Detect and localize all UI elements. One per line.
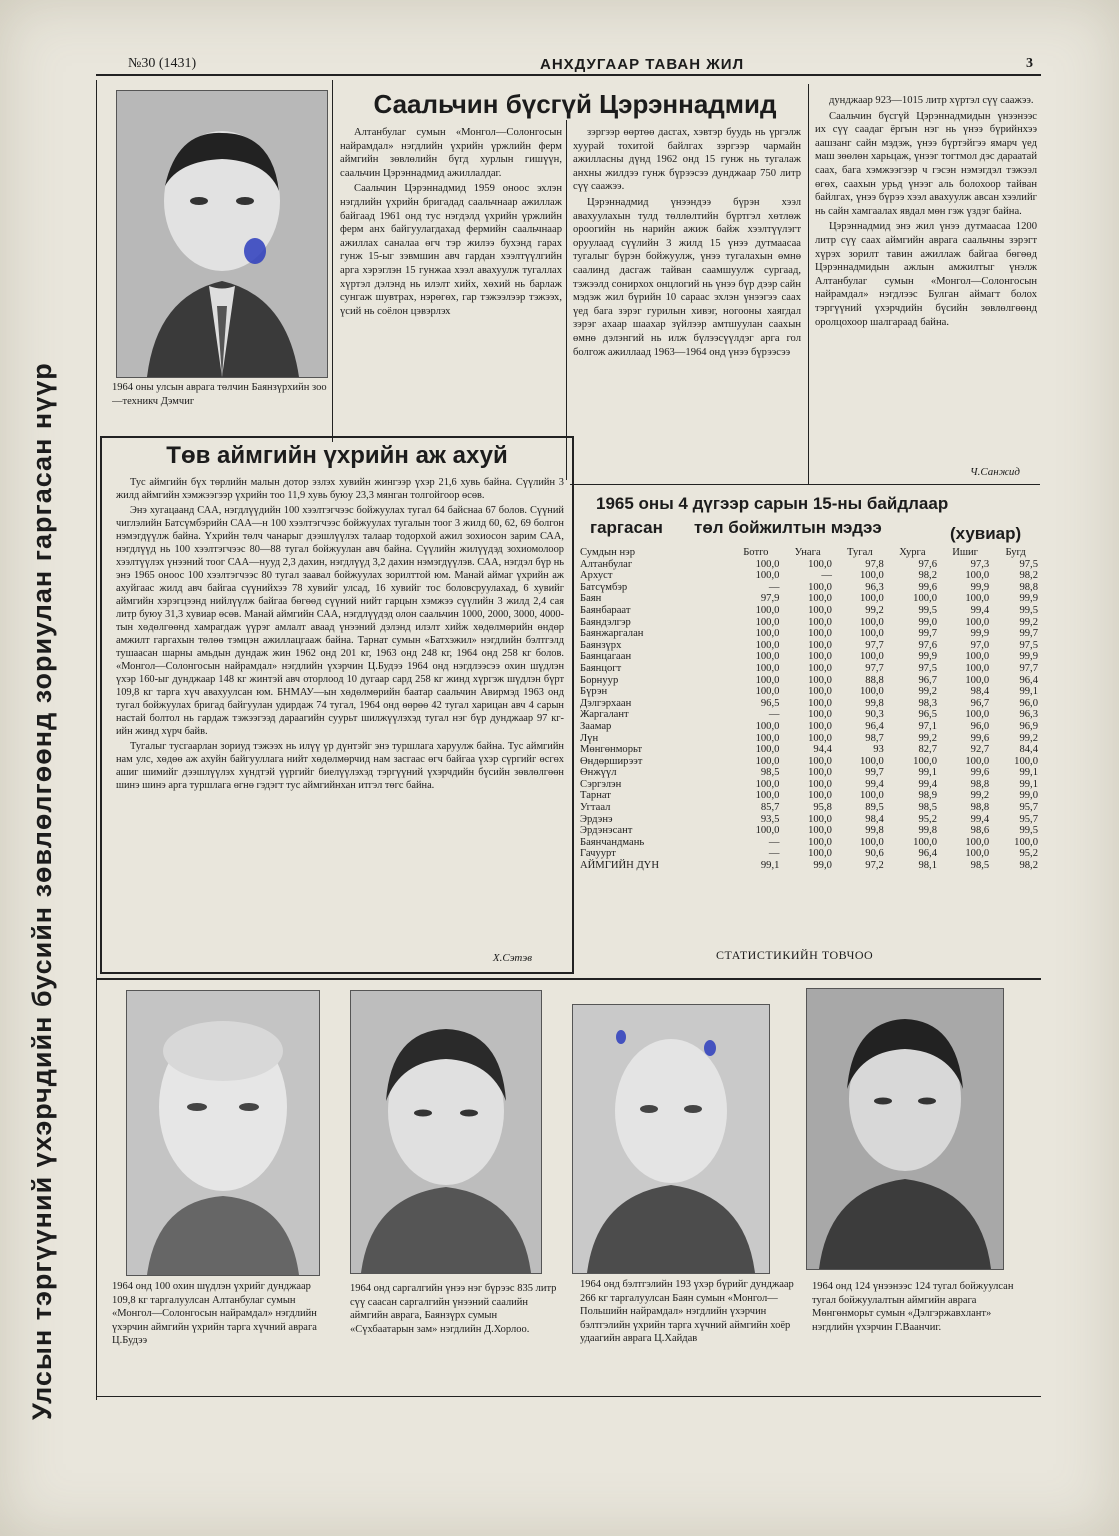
masthead: АНХДУГААР ТАВАН ЖИЛ <box>540 56 745 73</box>
table-cell-value: 85,7 <box>760 802 780 814</box>
table-cell-value: 98,8 <box>1019 581 1038 593</box>
table-cell-value: 100,0 <box>860 686 884 698</box>
article2-body <box>116 476 564 928</box>
table-cell-value: 100,0 <box>860 836 884 848</box>
table-cell-value: 100,0 <box>1014 836 1038 848</box>
table-cell-value: 96,7 <box>918 674 937 686</box>
table-cell-value: 100,0 <box>755 639 780 651</box>
table-row <box>578 686 1040 698</box>
table-cell-value: 96,0 <box>970 720 990 732</box>
article1-c3-p2: Саальчин бүсгүй Цэрэннадмидын үнээнээс их сүү саадаг ёргын нэг нь үнээ бүрийнхээ аашзанг сайн мэдэж, үнээ бүртэйгээ ямарч үед маш зөөлөн харьцаж, үнээг тогтмол дэс дараатай саах, бага хэмжээгээр ч гэсэн нэмэгдэл тэжээл өгөх, саахын урьд үнээг аль болохоор тайван байлгах, үнээ бүрээ хээл авахуулж авсан хээлийг нь сайн хамгаалах явдал мөн гэж үздэг байна. <box>815 110 1037 217</box>
table-cell-value: 100,0 <box>755 674 780 686</box>
table-cell-value: 82,7 <box>918 744 937 756</box>
table-cell-value: 99,8 <box>865 825 884 837</box>
table-cell-value: — <box>768 581 780 593</box>
table-title-b: төл бойжилтын мэдээ <box>694 518 882 537</box>
table-cell-value: 100,0 <box>808 767 832 779</box>
table-cell-value: 100,0 <box>965 709 990 721</box>
table-cell-value: 100,0 <box>755 651 780 663</box>
table-cell-value: 100,0 <box>860 616 884 628</box>
table-cell-value: 95,7 <box>1019 802 1038 814</box>
table-row <box>578 651 1040 663</box>
article2-p1: Тус аймгийн бүх төрлийн малын дотор эзлэх хувийн жингээр үхэр 21,6 хувь байна. Сүүлийн 3 жилд аймгийн хэмжээгээр үхрийн тоо 11,9 хувь буюу 23,3 мянган толгойгоор өсөв. <box>116 477 564 501</box>
table-row <box>578 860 1040 872</box>
table-row <box>578 802 1040 814</box>
table-cell-value: 100,0 <box>808 720 832 732</box>
table-cell-value: 99,9 <box>970 628 990 640</box>
table-cell-value: 100,0 <box>808 593 832 605</box>
article2-title: Төв аймгийн үхрийн аж ахуй <box>166 442 508 469</box>
table-cell-district: Эрдэнэ <box>580 813 613 825</box>
table-cell-district: Заамар <box>580 720 612 732</box>
table-cell-value: 98,8 <box>970 802 990 814</box>
table-cell-district: Эрдэнэсант <box>580 825 633 837</box>
table-row <box>578 733 1040 745</box>
table-cell-value: 97,8 <box>865 558 884 570</box>
table-cell-value: 97,6 <box>918 639 937 651</box>
table-cell-value: 90,6 <box>865 848 884 860</box>
table-row <box>578 744 1040 756</box>
article1-byline: Ч.Санжид <box>970 466 1020 478</box>
table-cell-value: 96,5 <box>760 697 780 709</box>
table-cell-value: 99,6 <box>970 732 990 744</box>
table-row <box>578 709 1040 721</box>
table-cell-value: 100,0 <box>755 825 780 837</box>
table-cell-value: 99,8 <box>865 697 884 709</box>
table-cell-value: 100,0 <box>913 755 937 767</box>
stats-table <box>578 547 1040 872</box>
table-cell-value: 98,4 <box>970 686 990 698</box>
table-cell-value: 100,0 <box>808 836 832 848</box>
table-cell-district: Баянцагаан <box>580 651 632 663</box>
table-cell-value: 100,0 <box>808 674 832 686</box>
table-cell-value: 97,2 <box>865 860 884 872</box>
table-cell-district: Өндөрширээт <box>580 755 643 767</box>
table-cell-value: 100,0 <box>965 593 990 605</box>
table-cell-value: 100,0 <box>1014 755 1038 767</box>
table-cell-value: 96,0 <box>1019 697 1038 709</box>
column-header: Хурга <box>899 547 926 558</box>
table-row <box>578 814 1040 826</box>
table-cell-value: 100,0 <box>755 790 780 802</box>
column-header: Сумдын нэр <box>580 547 636 558</box>
table-cell-value: 99,7 <box>918 628 937 640</box>
table-cell-value: 100,0 <box>755 686 780 698</box>
table-cell-value: 93 <box>873 744 884 756</box>
table-cell-value: 100,0 <box>860 755 884 767</box>
table-cell-value: 98,8 <box>970 778 990 790</box>
table-cell-district: Дэлгэрхаан <box>580 697 632 709</box>
table-row <box>578 605 1040 617</box>
table-cell-district: Мөнгөнморьт <box>580 744 643 756</box>
table-cell-value: 100,0 <box>755 720 780 732</box>
table-cell-value: 100,0 <box>808 604 832 616</box>
table-cell-district: Баянжаргалан <box>580 628 644 640</box>
table-cell-value: 100,0 <box>965 848 990 860</box>
table-cell-value: 99,2 <box>918 686 937 698</box>
table-cell-value: 97,0 <box>970 639 990 651</box>
table-cell-value: 95,2 <box>1019 848 1038 860</box>
table-cell-value: 98,4 <box>865 813 884 825</box>
table-cell-value: 100,0 <box>965 570 990 582</box>
table-cell-value: 98,2 <box>1019 860 1038 872</box>
table-cell-value: 99,8 <box>918 825 937 837</box>
table-cell-value: 100,0 <box>860 628 884 640</box>
table-cell-value: 99,7 <box>865 767 884 779</box>
table-cell-district: Угтаал <box>580 802 611 814</box>
table-cell-district: Жаргалант <box>580 709 629 721</box>
table-cell-value: 100,0 <box>808 778 832 790</box>
table-cell-value: 100,0 <box>808 697 832 709</box>
table-cell-value: 99,9 <box>970 581 990 593</box>
table-cell-district: Архуст <box>580 570 613 582</box>
table-cell-value: 100,0 <box>755 604 780 616</box>
section-rule <box>570 484 1040 485</box>
table-cell-value: 100,0 <box>755 755 780 767</box>
column-header: Тугал <box>847 547 873 558</box>
table-cell-value: 94,4 <box>813 744 832 756</box>
table-cell-district: Баян <box>580 593 602 605</box>
column-header: Унага <box>794 547 821 558</box>
table-cell-value: 100,0 <box>755 558 780 570</box>
left-rule <box>96 80 97 1400</box>
table-cell-value: 100,0 <box>808 813 832 825</box>
table-cell-value: 99,1 <box>918 767 937 779</box>
table-cell-district: Лүн <box>580 732 599 744</box>
table-cell-value: 96,4 <box>1019 674 1038 686</box>
table-cell-value: 96,4 <box>918 848 937 860</box>
table-cell-value: 96,5 <box>918 709 937 721</box>
article1-column1 <box>340 126 562 446</box>
table-cell-value: 99,5 <box>1019 825 1038 837</box>
caption-budee: 1964 онд 100 охин шүдлэн үхрийг дунджаар 109,8 кг таргалуулсан Алтанбулаг сумын «Монгол—Солонгосын найрамдал» нэгдлийн үхэрчин аймгийн үхрийн тарга хүчний аврага Ц.Будээ <box>112 1281 317 1347</box>
table-row <box>578 721 1040 733</box>
table-row <box>578 593 1040 605</box>
photo-portrait-khorloo <box>350 990 542 1274</box>
table-cell-value: 99,2 <box>865 604 884 616</box>
table-cell-district: Борнуур <box>580 674 619 686</box>
photo-portrait-vaanchig <box>806 988 1004 1270</box>
table-cell-value: 100,0 <box>755 732 780 744</box>
table-cell-value: 99,0 <box>1019 790 1038 802</box>
table-header-row <box>578 547 1040 559</box>
article1-c2-p2: Цэрэннадмид үнээндээ бүрэн хээл авахуулахын тулд төллөлтийн бүртгэл хөтлөж ороогийн нь нарийн ажиж байж хээлтүүлэгт оруулаад сүүлийн 3 жилд 15 үнээ дутмаасаа тугалыг бүрэн бойжуулж, үнээ тугалахын өмнө саалинд дасгаж тайван саамшуулж сургаад, тэжээлд сонирхох онцлогий нь үнээ бүр дээр сайн мэдэж жил бүрийн 10 сараас эхлэн үнээгээ саах үед бага зэрэг гурилын хивэг, ногооны хаягдал зэрэг ахаар шаахар зүйлээр амтшуулан саахын өмнө дэлэнгий нь илж бүлээсүүлдэг арга гол болгож ажиллаад 1963—1964 онд үнээ бүрээсээ <box>573 196 801 358</box>
table-cell-value: 98,5 <box>760 767 780 779</box>
table-cell-value: 98,5 <box>918 802 937 814</box>
table-cell-value: 97,1 <box>918 720 937 732</box>
col-rule <box>566 120 567 480</box>
photo-portrait-demchig <box>116 90 328 378</box>
table-cell-district: Бүрэн <box>580 686 608 698</box>
table-cell-value: 100,0 <box>755 662 780 674</box>
table-cell-district: Баянчандмань <box>580 836 645 848</box>
table-cell-value: 100,0 <box>755 616 780 628</box>
col-rule <box>808 84 809 484</box>
page-number: 3 <box>1026 56 1033 71</box>
table-cell-value: 96,7 <box>970 697 990 709</box>
table-cell-value: — <box>768 848 780 860</box>
table-row <box>578 837 1040 849</box>
table-cell-value: 89,5 <box>865 802 884 814</box>
table-cell-value: 97,7 <box>865 639 884 651</box>
col-rule <box>332 80 333 442</box>
table-cell-value: 97,5 <box>1019 558 1038 570</box>
column-header: Бугд <box>1005 547 1026 558</box>
table-cell-value: 100,0 <box>860 593 884 605</box>
table-cell-value: 100,0 <box>755 628 780 640</box>
table-cell-value: 100,0 <box>808 662 832 674</box>
table-row <box>578 825 1040 837</box>
table-cell-value: 100,0 <box>965 662 990 674</box>
table-row <box>578 675 1040 687</box>
table-row <box>578 559 1040 571</box>
article2-p2: Энэ хугацаанд САА, нэгдлүүдийн 100 хээлтэгчээс бойжуулах тугал 64 байснаа 67 болов. Сүүний чиглэлийн Батсүмбэрийн САА—н 100 хээлтэгчээс бойжуулах тугалын тоог 3 жилд 60, 62, 69 болгон нэмэгдүүлж байна. Үхрийн төлч чанарыг дээшлүүлэх талаар тодорхой ажил зохиосон зарим САА, нэгдлүүд нь 100 хээлтэгчээс 80—88 тугал бойжуулан авч байна. Сүүлийн жилүүдэд зохиомолоор хээлтүүлэх үнээний тоог САА—нууд 2,3 дахин, нэгдлүүд 3,2 дахин нэмэгдүүлэв. САА, нэгдэл бүр нь энэ 1965 оноос 100 хээлтэгчээс 80 тугал заавал бойжуулах зорилттой юм. Манай аймаг үхрийн аж ахуйгаас жилд авч байгаа сүүнийхээ 78 хувийг улсад, 16 хувийг тос боловсруулахад, 6 хувийг аймгийн хэрэгцээнд нийлүүлж байгаа бөгөөд сүүний нийт гарцын хэмжээ сүүлийн 3 жилд 2,4 сая литр буюу 31,3 хувиар өсөв. Манай аймгийн САА, нэгдлүүдэд олон саальчин 1000, 2000, 3000, 4000-тын хөдөлгөөнд хамрагдаж үүрэг амлалт аваад үнээний дэлэнд илэлт хийж хөдөлмөрийн өндөр амжилт гаргахын төлөө тэмцэн ажиллацгааж байна. Тарнат сумын «Батхэжил» нэгдлийн бэлтгэлд тушаасан шарны амьдын дундаж жин 1962 онд 201 кг, 1963 онд 248 кг, 1964 онд 258 кг болов. «Монгол—Солонгосын найрамдал» нэгдлийн үхэрчин Ц.Будээ 1964 онд нэгдлээсээ охин шүдлэн үхэр 160-ыг дунджаар 148 кг жинтэй авч оторлоод 10 дугаар сард 258 кг жинд хүргэж шүдлэн бүрт 109,8 кг тарга хүч авахуулсан юм. БНМАУ—ын хөдөлмөрийн баатар саальчин Авирмэд 1963 онд тугал бойжуулах бригад байгуулан удирдаж 74 тугал, 1964 онд өөрөө 42 тугал харицан авч 4 сарын настай болтол нь гардаж тэжээгээд дараагийн суурьт шилжүүлэхэд тугал нэг бүр дунджаар 97 кг-ийн жинд хүрч байв. <box>116 505 564 737</box>
table-row <box>578 779 1040 791</box>
column-header: Ботго <box>743 547 769 558</box>
table-row <box>578 640 1040 652</box>
table-cell-district: Тарнат <box>580 790 611 802</box>
table-cell-value: 99,2 <box>1019 616 1038 628</box>
table-cell-value: 99,7 <box>1019 628 1038 640</box>
table-cell-value: 98,3 <box>918 697 937 709</box>
table-cell-value: 100,0 <box>965 836 990 848</box>
header-rule <box>96 74 1041 76</box>
column-header: Ишиг <box>952 547 979 558</box>
table-cell-district: АЙМГИЙН ДҮН <box>580 860 659 872</box>
table-cell-value: 99,1 <box>1019 778 1038 790</box>
table-cell-value: 100,0 <box>860 651 884 663</box>
table-cell-value: 98,6 <box>970 825 990 837</box>
issue-number: №30 (1431) <box>128 56 197 71</box>
table-cell-value: — <box>768 836 780 848</box>
table-cell-value: 99,5 <box>1019 604 1038 616</box>
table-cell-value: 100,0 <box>965 616 990 628</box>
table-cell-value: 100,0 <box>965 755 990 767</box>
table-cell-value: 96,4 <box>865 720 884 732</box>
table-cell-value: 99,6 <box>918 581 937 593</box>
article2-byline: Х.Сэтэв <box>492 952 532 964</box>
table-cell-value: 97,5 <box>918 662 937 674</box>
table-cell-value: 97,7 <box>865 662 884 674</box>
table-cell-value: 97,5 <box>1019 639 1038 651</box>
table-cell-value: 100,0 <box>965 674 990 686</box>
vertical-slogan: Улсын тэргүүний үхэрчдийн бусийн зөвлөлгөөнд зориулан гаргасан нүүр <box>27 362 57 1420</box>
table-title: 1965 оны 4 дүгээр сарын 15-ны байдлаар <box>596 494 949 513</box>
article2-box <box>100 436 574 974</box>
table-cell-value: 99,5 <box>918 604 937 616</box>
caption-khaidav: 1964 онд бэлтгэлийн 193 үхэр бүрийг дунджаар 266 кг таргалуулсан Баян сумын «Монгол—Польшийн найрамдал» нэгдлийн үхэрчин бэлтгэлийн үхрийн тарга хүчний аймгийн хоёр удаагийн аврага Ц.Хайдав <box>580 1279 794 1345</box>
table-cell-value: 99,9 <box>918 651 937 663</box>
table-cell-value: 95,8 <box>813 802 832 814</box>
table-cell-value: 100,0 <box>913 836 937 848</box>
table-cell-value: 100,0 <box>808 732 832 744</box>
table-cell-value: 100,0 <box>860 790 884 802</box>
table-cell-value: 100,0 <box>860 570 884 582</box>
table-row <box>578 663 1040 675</box>
table-cell-value: 100,0 <box>808 686 832 698</box>
table-cell-value: 99,0 <box>813 860 832 872</box>
photo-portrait-khaidav <box>572 1004 770 1274</box>
table-cell-value: 99,1 <box>1019 686 1038 698</box>
table-cell-value: 100,0 <box>808 755 832 767</box>
table-row <box>578 790 1040 802</box>
table-cell-value: 99,1 <box>1019 767 1038 779</box>
table-cell-value: 98,1 <box>918 860 937 872</box>
ink-mark <box>704 1040 716 1056</box>
table-cell-district: Баянзүрх <box>580 639 622 651</box>
table-cell-value: 98,2 <box>918 570 937 582</box>
table-title-a: гаргасан <box>590 518 663 537</box>
bottom-rule <box>96 1396 1041 1397</box>
table-cell-value: 99,4 <box>865 778 884 790</box>
table-cell-value: 95,2 <box>918 813 937 825</box>
article2-p3: Тугалыг тусгаарлан зориуд тэжээх нь илүү үр дүнтэйг энэ туршлага харуулж байна. Тус аймгийн нам улс, хөдөө аж ахуйн байгууллага нийт хөдөлмөрчид нам засгаас өгч байгаа үхэр сүргийг өсгөх ашиг шимийг дээшлүүлэх хүндтэй үүргийг биелүүлэхэд тэргүүний үхэрчдийн бүсийн зөвлөлгөөн шинэ шинэ арга туршлага өгнө гэдэгт тус аймгийнхан итгэл төгс байна. <box>116 741 564 791</box>
table-cell-value: 100,0 <box>755 744 780 756</box>
table-row <box>578 628 1040 640</box>
table-cell-value: 100,0 <box>808 628 832 640</box>
article1-c1-p1: Алтанбулаг сумын «Монгол—Солонгосын найрамдал» нэгдлийн үхрийн үржлийн ферм аймгийн зөвлөлийн бүгд хурлын гишүүн, саальчин Цэрэннадмид ажиллалдаг. <box>340 127 562 179</box>
table-cell-value: 100,0 <box>808 651 832 663</box>
table-cell-value: 99,0 <box>918 616 937 628</box>
table-cell-value: 99,4 <box>970 604 990 616</box>
ink-stain <box>244 238 266 264</box>
table-cell-value: 92,7 <box>970 744 990 756</box>
article1-c3-p1: дунджаар 923—1015 литр хүртэл сүү саажээ. <box>829 95 1034 106</box>
table-cell-value: — <box>821 570 832 582</box>
article1-c1-p2: Саальчин Цэрэннадмид 1959 оноос эхлэн нэгдлийн үхрийн бригадад саальчнаар ажиллаж байгаад 1961 онд тус нэгдэлд үхрийн үржлийн ферм анх байгуулагдахад фермийн саальчнаар ажиллах саналаа өгч тэр жилээ бухэнд гарах гунж 15-ыг зэвмшин авч гардан хээлтүүлгийн арга хэрэглэн 15 гунжаа хээл авахуулж тугаллах хүртэл дэлэнд нь илэлт хийх, хөхий нь барлаж сунгаж шувтрах, нэрөгөх, гар тэжээлээр тэжээх, үсий нь соёлон цэвэрлэх <box>340 183 562 317</box>
table-cell-district: Батсүмбэр <box>580 581 628 593</box>
table-cell-value: 100,0 <box>808 790 832 802</box>
table-cell-value: 99,6 <box>970 767 990 779</box>
table-cell-value: 99,2 <box>970 790 990 802</box>
table-cell-value: 99,2 <box>918 732 937 744</box>
table-cell-value: 97,3 <box>970 558 990 570</box>
table-cell-value: 100,0 <box>913 593 937 605</box>
table-cell-value: 98,7 <box>865 732 884 744</box>
table-cell-value: 99,9 <box>1019 651 1038 663</box>
table-row <box>578 756 1040 768</box>
table-cell-district: Баянбараат <box>580 604 631 616</box>
table-row <box>578 617 1040 629</box>
table-cell-value: 100,0 <box>808 616 832 628</box>
table-cell-value: 100,0 <box>808 558 832 570</box>
table-cell-value: 99,2 <box>1019 732 1038 744</box>
table-row <box>578 582 1040 594</box>
table-cell-value: 100,0 <box>808 709 832 721</box>
table-cell-value: 96,3 <box>1019 709 1038 721</box>
table-cell-value: 99,1 <box>760 860 780 872</box>
table-row <box>578 698 1040 710</box>
table-row <box>578 767 1040 779</box>
table-cell-value: 100,0 <box>755 778 780 790</box>
caption-vaanchig: 1964 онд 124 үнээнээс 124 тугал бойжуулсан тугал бойжуулалтын аймгийн аврага Мөнгөнморьт сумын «Дэлгэржавхлант» нэгдлийн үхэрчин Г.Ваанчиг. <box>812 1281 1014 1333</box>
table-cell-value: 96,3 <box>865 581 884 593</box>
table-cell-value: 97,9 <box>760 593 780 605</box>
article1-title: Саальчин бүсгүй Цэрэннадмид <box>373 89 777 119</box>
table-row <box>578 570 1040 582</box>
table-title-c: (хувиар) <box>950 524 1022 543</box>
caption-khorloo: 1964 онд саргалгийн үнээ нэг бүрээс 835 литр сүү саасан саргалгийн үнээний саалийн аймгийн аврага, Баянзүрх сумын «Сүхбаатарын зам» нэгдлийн Д.Хорлоо. <box>350 1283 557 1335</box>
table-cell-district: Өнжүүл <box>580 767 617 779</box>
article1-column2 <box>573 126 801 478</box>
table-cell-district: Сэргэлэн <box>580 778 622 790</box>
table-cell-value: 100,0 <box>965 651 990 663</box>
table-cell-value: 99,4 <box>918 778 937 790</box>
table-cell-value: 84,4 <box>1019 744 1038 756</box>
table-cell-value: 99,9 <box>1019 593 1038 605</box>
bottom-rule <box>96 978 1041 980</box>
table-cell-district: Алтанбулаг <box>580 558 633 570</box>
table-cell-district: Гачуурт <box>580 848 616 860</box>
table-cell-district: Баяндэлгэр <box>580 616 631 628</box>
table-cell-value: 90,3 <box>865 709 884 721</box>
article1-column3 <box>815 94 1037 458</box>
table-cell-value: 98,9 <box>918 790 937 802</box>
table-cell-value: 100,0 <box>808 581 832 593</box>
table-cell-value: — <box>768 709 780 721</box>
table-cell-value: 100,0 <box>808 825 832 837</box>
table-cell-value: 88,8 <box>865 674 884 686</box>
table-cell-district: Баянцогт <box>580 662 622 674</box>
table-cell-value: 99,4 <box>970 813 990 825</box>
ink-mark <box>616 1030 626 1044</box>
table-cell-value: 100,0 <box>755 570 780 582</box>
table-cell-value: 97,7 <box>1019 662 1038 674</box>
table-source: СТАТИСТИКИЙН ТОВЧОО <box>716 948 874 962</box>
table-cell-value: 97,6 <box>918 558 937 570</box>
table-cell-value: 100,0 <box>808 639 832 651</box>
table-cell-value: 93,5 <box>760 813 780 825</box>
table-cell-value: 95,7 <box>1019 813 1038 825</box>
table-row <box>578 848 1040 860</box>
article1-c3-p3: Цэрэннадмид энэ жил үнээ дутмаасаа 1200 литр сүү саах аймгийн аврага саальчны зэрэгт хүрэх зорилт тавин ажиллаж байгаа бөгөөд Цэрэннадмидын ажлын амжилтыг үнэлж Алтанбулаг сумын «Монгол—Солонгосын найрамдал» нэгдлээс Булган аймагт болох тэргүүний үхэрчдийн бүсийн зөвлөлгөөнд оролцохоор шалгараад байна. <box>815 221 1037 328</box>
table-cell-value: 96,9 <box>1019 720 1038 732</box>
photo-portrait-budee <box>126 990 320 1276</box>
table-cell-value: 100,0 <box>808 848 832 860</box>
table-cell-value: 98,5 <box>970 860 990 872</box>
article1-c2-p1: зэргээр өөртөө дасгах, хэвтэр буудь нь үргэлж хуурай тохитой байлгах зэргээр чармайн ажилласны дүнд 1962 онд 15 гунж нь тугалаж анхны жилдээ гунж бүрээсээ дунджаар 750 литр сүү саажээ. <box>573 127 801 193</box>
table-cell-value: 98,2 <box>1019 570 1038 582</box>
photo-caption-demchig: 1964 оны улсын аврага төлчин Баянзүрхийн зоо—техникч Дэмчиг <box>112 382 327 407</box>
